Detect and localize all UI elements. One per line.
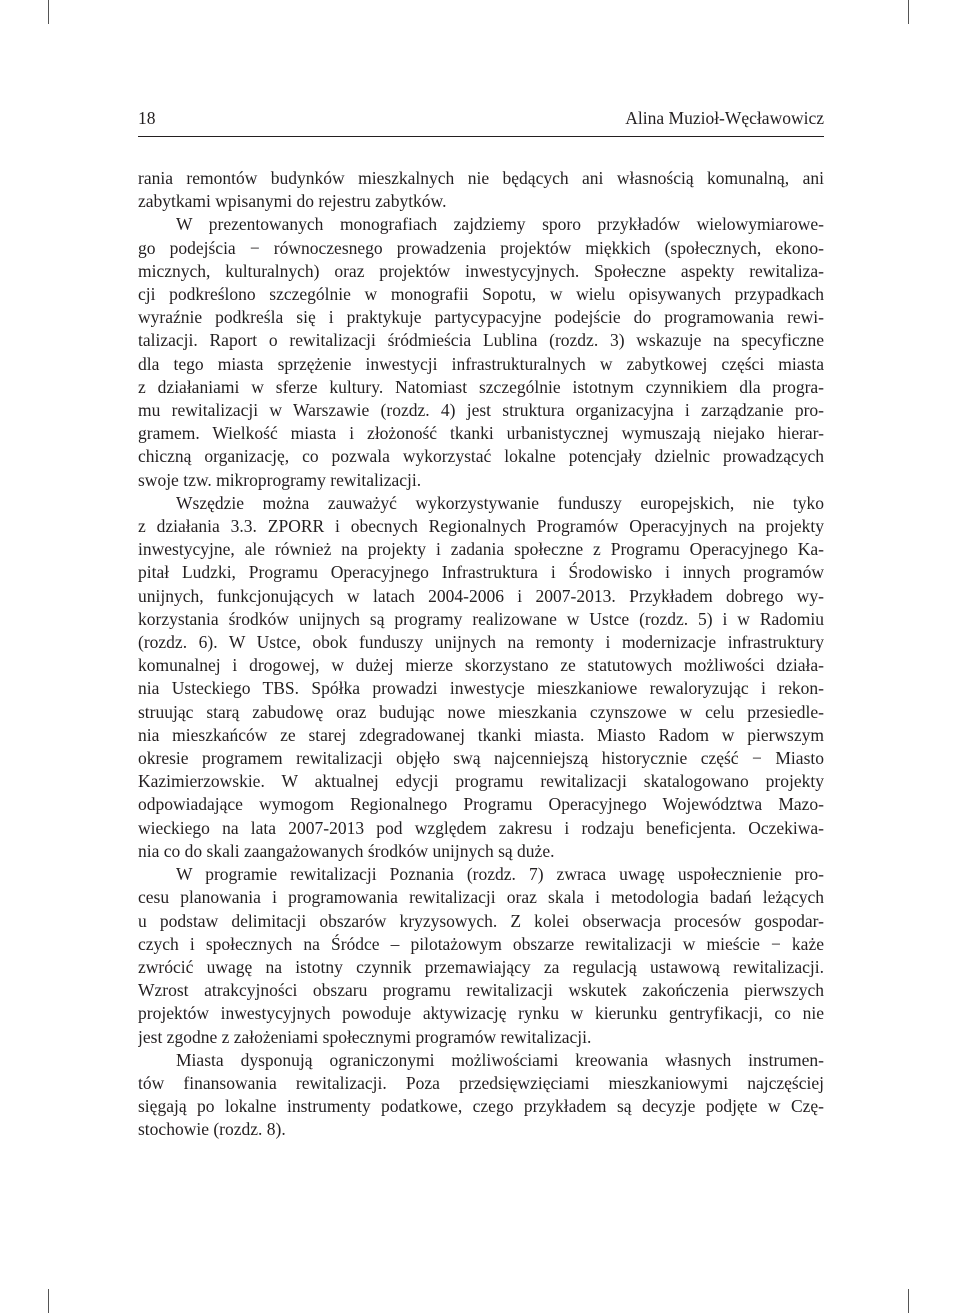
text-line: czych i społecznych na Śródce – pilotażowym obszarze rewitalizacji w mieście − każe bbox=[138, 933, 824, 954]
text-line: pitał Ludzki, Programu Operacyjnego Infrastruktura i Środowisko i innych programów bbox=[138, 562, 824, 583]
body-text bbox=[138, 167, 824, 1142]
crop-mark-bottom-left bbox=[48, 1289, 49, 1313]
text-line: Wszędzie można zauważyć wykorzystywanie funduszy europejskich, nie tyko bbox=[176, 492, 824, 513]
text-line: W programie rewitalizacji Poznania (rozdz. 7) zwraca uwagę uspołecznienie pro- bbox=[176, 864, 824, 885]
text-line: chiczną organizację, co pozwala wykorzystać lokalne potencjały dzielnic prowadzących bbox=[138, 446, 824, 467]
crop-mark-bottom-right bbox=[908, 1289, 909, 1313]
text-line: nia co do skali zaangażowanych środków unijnych są duże. bbox=[138, 840, 555, 861]
text-line: nia mieszkańców ze starej zdegradowanej tkanki miasta. Miasto Radom w pierwszym bbox=[138, 724, 824, 745]
text-line: gramem. Wielkość miasta i złożoność tkanki urbanistycznej wymuszają niejako hierar- bbox=[138, 423, 824, 444]
paragraph bbox=[138, 492, 824, 863]
text-line: okresie programem rewitalizacji objęło swą najcenniejszą historycznie część − Miasto bbox=[138, 748, 824, 769]
text-line: z działaniami w sferze kultury. Natomiast szczególnie istotnym czynnikiem dla progra- bbox=[138, 376, 824, 397]
text-line: cji podkreślono szczególnie w monografii Sopotu, w wielu opisywanych przypadkach bbox=[138, 284, 824, 305]
text-line: unijnych, funkcjonujących w latach 2004-2006 i 2007-2013. Przykładem dobrego wy- bbox=[138, 585, 824, 606]
text-line: mu rewitalizacji w Warszawie (rozdz. 4) jest struktura organizacyjna i zarządzanie pro- bbox=[138, 400, 824, 421]
paragraph bbox=[138, 1049, 824, 1142]
text-line: micznych, kulturalnych) oraz projektów inwestycyjnych. Społeczne aspekty rewitaliza- bbox=[138, 260, 824, 281]
text-line: zabytkami wpisanymi do rejestru zabytków. bbox=[138, 191, 447, 212]
running-header-author: Alina Muzioł-Węcławowicz bbox=[625, 108, 824, 128]
text-line: zwrócić uwagę na istotny czynnik przemawiający za regulacją ustawową rewitalizacji. bbox=[138, 956, 824, 977]
page-number: 18 bbox=[138, 108, 156, 128]
text-line: stochowie (rozdz. 8). bbox=[138, 1119, 286, 1140]
text-line: (rozdz. 6). W Ustce, obok funduszy unijnych na remonty i modernizacje infrastruktury bbox=[138, 632, 824, 653]
crop-mark-top-left bbox=[48, 0, 49, 24]
text-line: odpowiadające wymogom Regionalnego Programu Operacyjnego Województwa Mazo- bbox=[138, 794, 824, 815]
text-line: jest zgodne z założeniami społecznymi programów rewitalizacji. bbox=[138, 1026, 592, 1047]
text-line: tów finansowania rewitalizacji. Poza przedsięwzięciami mieszkaniowymi najczęściej bbox=[138, 1072, 824, 1093]
text-line: rania remontów budynków mieszkalnych nie będących ani własnością komunalną, ani bbox=[138, 168, 824, 188]
text-line: dla tego miasta sprzężenie inwestycji infrastrukturalnych w zabytkowej części miasta bbox=[138, 353, 824, 374]
text-line: wieckiego na lata 2007-2013 pod względem zakresu i rodzaju beneficjenta. Oczekiwa- bbox=[138, 817, 824, 838]
text-line: nia Usteckiego TBS. Spółka prowadzi inwestycje mieszkaniowe rewaloryzując i rekon- bbox=[138, 678, 824, 699]
text-line: wyraźnie podkreśla się i praktykuje partycypacyjne podejście do programowania rewi- bbox=[138, 307, 824, 328]
text-line: inwestycyjne, ale również na projekty i zadania społeczne z Programu Operacyjnego Ka- bbox=[138, 539, 824, 560]
paragraph bbox=[138, 863, 824, 1049]
paragraph bbox=[138, 167, 824, 213]
text-line: cesu planowania i programowania rewitalizacji oraz skala i metodologia badań leżących bbox=[138, 887, 824, 908]
text-line: Wzrost atrakcyjności obszaru programu rewitalizacji wskutek zakończenia pierwszych bbox=[138, 980, 824, 1001]
text-line: sięgają po lokalne instrumenty podatkowe, czego przykładem są decyzje podjęte w Czę- bbox=[138, 1096, 824, 1117]
text-line: talizacji. Raport o rewitalizacji śródmieścia Lublina (rozdz. 3) wskazuje na specyficzne bbox=[138, 330, 824, 351]
text-line: struując starą zabudowę oraz budując nowe mieszkania czynszowe w celu przesiedle- bbox=[138, 701, 824, 722]
running-header bbox=[138, 104, 824, 137]
text-line: Miasta dysponują ograniczonymi możliwościami kreowania własnych instrumen- bbox=[176, 1049, 824, 1070]
text-line: z działania 3.3. ZPORR i obecnych Regionalnych Programów Operacyjnych na projekty bbox=[138, 516, 824, 537]
text-line: swoje tzw. mikroprogramy rewitalizacji. bbox=[138, 469, 422, 490]
text-line: u podstaw delimitacji obszarów kryzysowych. Z kolei obserwacja procesów gospodar- bbox=[138, 910, 824, 931]
text-line: komunalnej i drogowej, w dużej mierze skorzystano ze statutowych możliwości działa- bbox=[138, 655, 824, 676]
text-line: projektów inwestycyjnych powoduje aktywizację rynku w kierunku gentryfikacji, co nie bbox=[138, 1003, 824, 1024]
paragraph bbox=[138, 213, 824, 491]
text-line: W prezentowanych monografiach zajdziemy sporo przykładów wielowymiarowe- bbox=[176, 214, 824, 235]
text-line: go podejścia − równoczesnego prowadzenia projektów miękkich (społecznych, ekono- bbox=[138, 237, 824, 258]
text-line: Kazimierzowskie. W aktualnej edycji programu rewitalizacji skatalogowano projekty bbox=[138, 771, 824, 792]
text-line: korzystania środków unijnych są programy realizowane w Ustce (rozdz. 5) i w Radomiu bbox=[138, 608, 824, 629]
crop-mark-top-right bbox=[908, 0, 909, 24]
